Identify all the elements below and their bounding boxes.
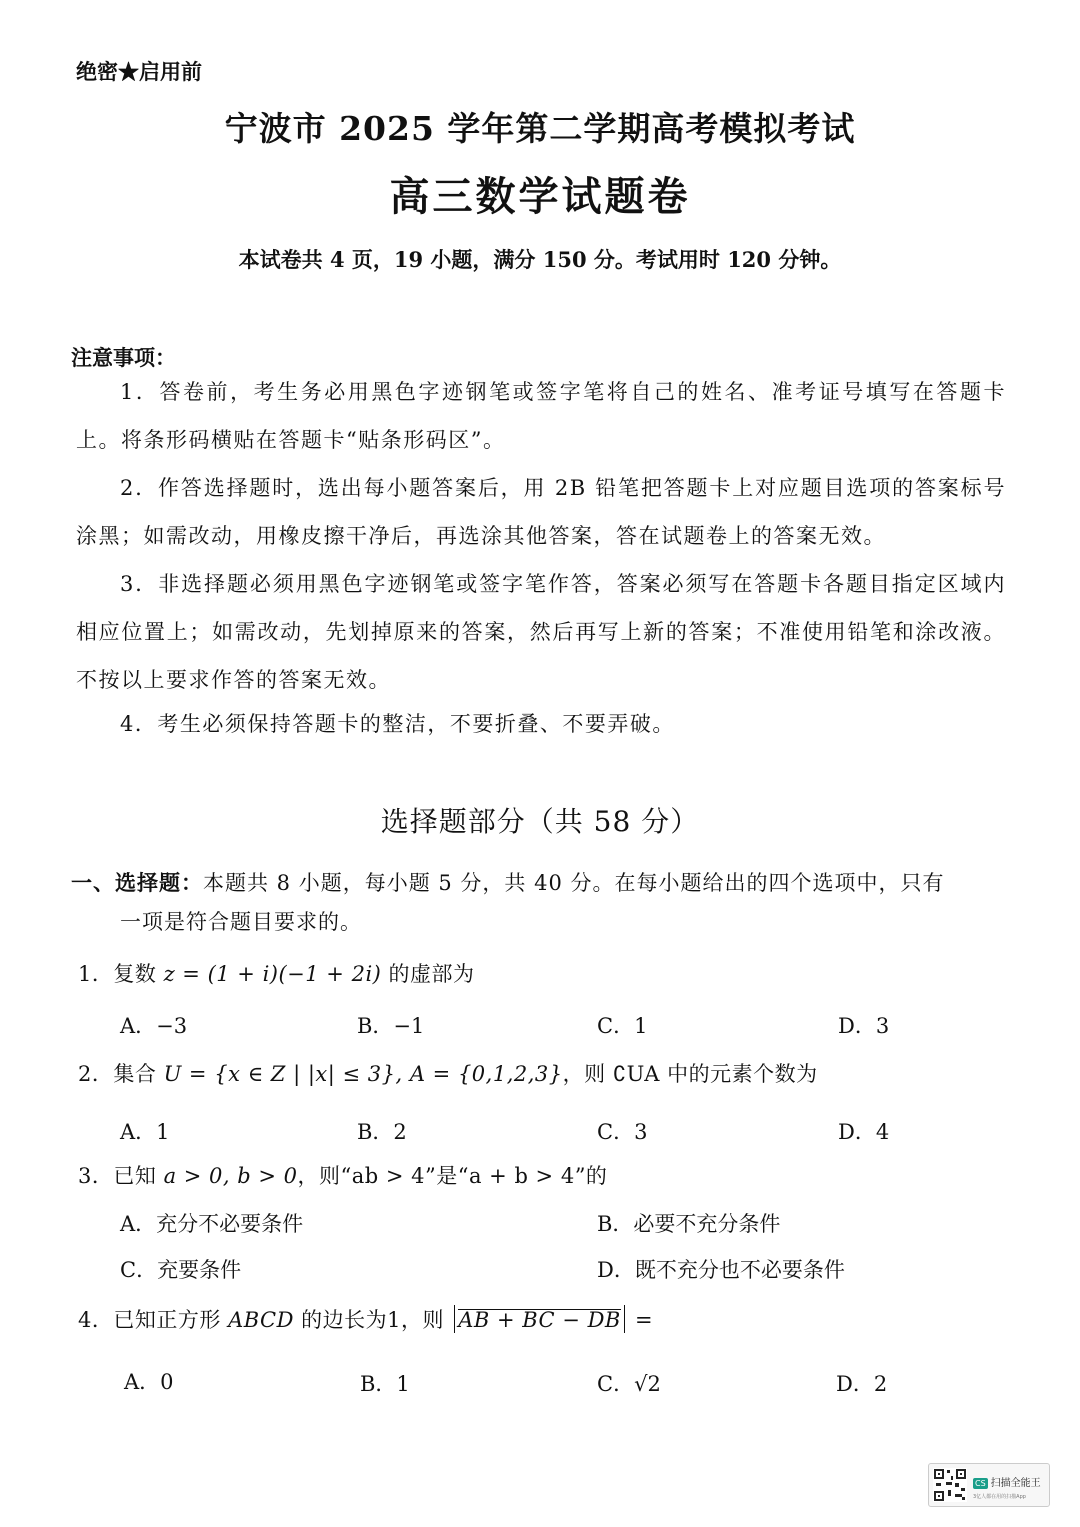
q4-option-d: D．2 bbox=[836, 1372, 888, 1396]
q2-option-c: C．3 bbox=[597, 1120, 648, 1144]
question-text: 已知正方形 bbox=[113, 1308, 229, 1332]
part-description-cont: 一项是符合题目要求的。 bbox=[120, 910, 362, 934]
q2-option-b: B．2 bbox=[357, 1120, 407, 1144]
q4-option-a: A．0 bbox=[124, 1370, 174, 1394]
question-3 bbox=[78, 1160, 607, 1190]
q3-option-b: B．必要不充分条件 bbox=[597, 1212, 781, 1236]
notice-item-2: 2．作答选择题时，选出每小题答案后，用 2B 铅笔把答题卡上对应题目选项的答案标号涂黑；如需改动，用橡皮擦干净后，再选涂其他答案，答在试题卷上的答案无效。 bbox=[76, 476, 1006, 548]
exam-info: 本试卷共 4 页，19 小题，满分 150 分。考试用时 120 分钟。 bbox=[238, 247, 842, 272]
scanner-watermark bbox=[928, 1463, 1050, 1507]
question-math: a > 0, b > 0 bbox=[163, 1164, 298, 1188]
question-2 bbox=[78, 1058, 818, 1088]
notice-heading: 注意事项： bbox=[71, 345, 176, 370]
exam-title: 宁波市 2025 学年第二学期高考模拟考试 bbox=[224, 109, 856, 148]
part-heading bbox=[71, 860, 1006, 906]
notice-item-4: 4．考生必须保持答题卡的整洁，不要折叠、不要弄破。 bbox=[120, 712, 675, 736]
q4-option-b: B．1 bbox=[360, 1372, 410, 1396]
q1-option-b: B．−1 bbox=[357, 1014, 425, 1038]
part-label: 一、选择题： bbox=[71, 870, 203, 895]
notice-item-1: 1．答卷前，考生务必用黑色字迹钢笔或签字笔将自己的姓名、准考证号填写在答题卡上。将条形码横贴在答题卡“贴条形码区”。 bbox=[76, 380, 1006, 452]
q4-option-c: C．√2 bbox=[597, 1372, 661, 1396]
question-1 bbox=[78, 958, 475, 988]
abs-bar-right bbox=[624, 1305, 625, 1333]
question-number: 4． bbox=[78, 1308, 114, 1332]
question-4 bbox=[78, 1304, 653, 1334]
question-text: = bbox=[627, 1308, 654, 1332]
q1-option-a: A．−3 bbox=[120, 1014, 188, 1038]
question-math: U = {x ∈ Z | |x| ≤ 3}, A = {0,1,2,3} bbox=[163, 1062, 563, 1086]
question-math: z = (1 + i)(−1 + 2i) bbox=[163, 962, 382, 986]
scanner-app-name: 扫描全能王 bbox=[990, 1477, 1041, 1489]
q3-option-a: A．充分不必要条件 bbox=[120, 1212, 304, 1236]
q2-option-d: D．4 bbox=[838, 1120, 890, 1144]
vector-expression: AB + BC − DB bbox=[458, 1308, 621, 1332]
q1-option-c: C．1 bbox=[597, 1014, 648, 1038]
question-text: 集合 bbox=[113, 1062, 164, 1086]
notice-item-3: 3．非选择题必须用黑色字迹钢笔或签字笔作答，答案必须写在答题卡各题目指定区域内相应位置上；如需改动，先划掉原来的答案，然后再写上新的答案；不准使用铅笔和涂改液。不按以上要求作答的答案无效。 bbox=[76, 572, 1006, 692]
q3-option-c: C．充要条件 bbox=[120, 1258, 242, 1282]
question-text: ，则 ∁UA 中的元素个数为 bbox=[562, 1062, 818, 1086]
question-text: 的虚部为 bbox=[381, 962, 475, 986]
question-text: 已知 bbox=[113, 1164, 164, 1188]
scanner-text bbox=[973, 1471, 1041, 1500]
question-text: 复数 bbox=[113, 962, 164, 986]
question-text: ，则“ab > 4”是“a + b > 4”的 bbox=[297, 1164, 608, 1188]
part-description: 本题共 8 小题，每小题 5 分，共 40 分。在每小题给出的四个选项中，只有 bbox=[203, 871, 945, 895]
abs-bar-left bbox=[454, 1305, 455, 1333]
scanner-tagline: 3亿人都在用的扫描App bbox=[973, 1493, 1026, 1500]
qr-code-icon bbox=[933, 1468, 967, 1502]
confidential-label: 绝密★启用前 bbox=[76, 59, 202, 84]
question-number: 3． bbox=[78, 1164, 114, 1188]
question-number: 2． bbox=[78, 1062, 114, 1086]
question-number: 1． bbox=[78, 962, 114, 986]
q1-option-d: D．3 bbox=[838, 1014, 890, 1038]
paper-title: 高三数学试题卷 bbox=[389, 173, 691, 220]
question-math: ABCD bbox=[228, 1308, 294, 1332]
section-title: 选择题部分（共 58 分） bbox=[380, 805, 700, 838]
cs-logo-icon: CS bbox=[975, 1478, 986, 1488]
q2-option-a: A．1 bbox=[120, 1120, 170, 1144]
q3-option-d: D．既不充分也不必要条件 bbox=[597, 1258, 845, 1282]
question-text: 的边长为1，则 bbox=[293, 1308, 452, 1332]
